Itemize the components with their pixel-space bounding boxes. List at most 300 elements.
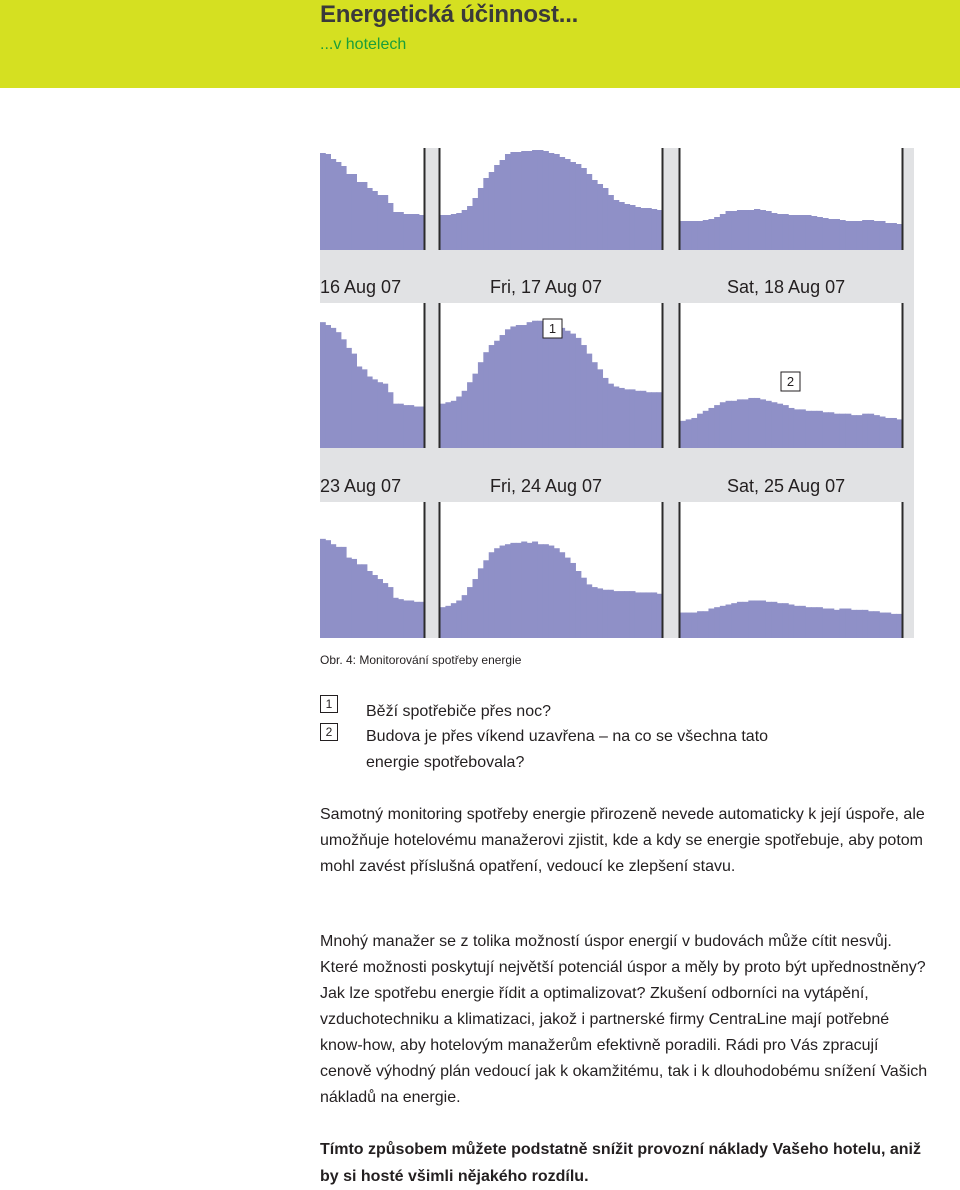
consumption-bar xyxy=(505,329,511,448)
consumption-bar xyxy=(800,409,806,448)
consumption-bar xyxy=(720,402,726,448)
consumption-bar xyxy=(346,348,352,448)
consumption-bar xyxy=(325,325,331,448)
consumption-bar xyxy=(624,591,630,638)
consumption-bar xyxy=(362,369,368,448)
consumption-bar xyxy=(597,184,603,250)
consumption-bar xyxy=(845,414,851,448)
consumption-bar xyxy=(570,334,576,448)
consumption-bar xyxy=(472,374,478,448)
consumption-bar xyxy=(651,392,657,448)
consumption-bar xyxy=(839,220,845,250)
consumption-bar xyxy=(532,150,538,250)
consumption-bar xyxy=(330,328,336,448)
consumption-bar xyxy=(320,539,326,638)
consumption-bar xyxy=(472,579,478,638)
consumption-bar xyxy=(879,221,885,250)
consumption-bar xyxy=(527,151,533,250)
consumption-bar xyxy=(834,610,840,638)
consumption-bar xyxy=(828,609,834,638)
consumption-bar xyxy=(811,607,817,638)
date-label: Fri, 17 Aug 07 xyxy=(490,277,603,297)
consumption-bar xyxy=(356,182,362,250)
consumption-bar xyxy=(320,153,326,250)
consumption-bar xyxy=(635,592,641,638)
consumption-bar xyxy=(794,409,800,448)
consumption-bar xyxy=(822,412,828,448)
consumption-bar xyxy=(777,214,783,250)
consumption-bar xyxy=(646,208,652,250)
consumption-bar xyxy=(686,613,692,638)
consumption-bar xyxy=(325,540,331,638)
consumption-bar xyxy=(537,321,543,448)
consumption-bar xyxy=(754,600,760,638)
consumption-bar xyxy=(403,405,409,448)
consumption-bar xyxy=(336,547,342,638)
consumption-bar xyxy=(462,210,468,250)
consumption-bar xyxy=(548,324,554,448)
consumption-bar xyxy=(330,544,336,638)
consumption-bar xyxy=(565,331,571,448)
consumption-bar xyxy=(500,335,506,448)
note-text-2-cont: energie spotřebovala? xyxy=(366,754,525,771)
consumption-bar xyxy=(516,325,522,448)
consumption-bar xyxy=(874,221,880,250)
consumption-bar xyxy=(362,182,368,250)
consumption-bar xyxy=(817,607,823,638)
consumption-bar xyxy=(575,571,581,638)
date-label: Sat, 18 Aug 07 xyxy=(727,277,846,297)
consumption-bar xyxy=(494,341,500,448)
consumption-bar xyxy=(456,600,462,638)
consumption-bar xyxy=(372,191,378,250)
consumption-bar xyxy=(726,211,732,250)
consumption-bar xyxy=(839,609,845,638)
consumption-bar xyxy=(703,411,709,448)
consumption-bar xyxy=(862,414,868,448)
consumption-bar xyxy=(367,188,373,250)
consumption-bar xyxy=(516,152,522,250)
consumption-bar xyxy=(489,172,495,250)
consumption-bar xyxy=(351,354,357,448)
consumption-bar xyxy=(336,162,342,250)
consumption-bar xyxy=(731,401,737,448)
consumption-bar xyxy=(440,404,446,448)
consumption-bar xyxy=(382,195,388,250)
consumption-bar xyxy=(613,387,619,448)
consumption-bar xyxy=(851,415,857,448)
consumption-bar xyxy=(510,543,516,638)
consumption-bar xyxy=(451,401,457,448)
consumption-bar xyxy=(703,611,709,638)
consumption-bar xyxy=(834,414,840,448)
consumption-bar xyxy=(377,382,383,448)
paragraph-monitoring: Samotný monitoring spotřeby energie přirozeně nevede automaticky k její úspoře, ale umožňuje hotelovému manažerovi zjistit, kde a kdy se energie spotřebuje, aby potom mohl zavést příslušná opatření, vedoucí ke zlepšení stavu. xyxy=(320,806,925,875)
consumption-bar xyxy=(532,321,538,448)
consumption-bar xyxy=(817,217,823,250)
consumption-bar xyxy=(640,391,646,448)
consumption-bar xyxy=(341,339,347,448)
consumption-bar xyxy=(640,208,646,250)
consumption-bar xyxy=(743,399,749,448)
consumption-bar xyxy=(521,151,527,250)
consumption-bar xyxy=(760,600,766,638)
consumption-bar xyxy=(794,606,800,638)
consumption-bar xyxy=(341,547,347,638)
consumption-bar xyxy=(891,614,897,638)
consumption-bar xyxy=(771,402,777,448)
consumption-bar xyxy=(554,325,560,448)
consumption-bar xyxy=(805,607,811,638)
consumption-bar xyxy=(388,203,394,250)
consumption-bar xyxy=(532,542,538,638)
consumption-bar xyxy=(862,610,868,638)
chart-marker-label: 1 xyxy=(548,321,557,336)
consumption-bar xyxy=(708,408,714,448)
consumption-bar xyxy=(382,583,388,638)
consumption-bar xyxy=(697,611,703,638)
consumption-bar xyxy=(602,378,608,448)
consumption-bar xyxy=(608,195,614,250)
consumption-bar xyxy=(372,379,378,448)
consumption-bar xyxy=(680,421,686,448)
consumption-bar xyxy=(630,591,636,638)
consumption-bar xyxy=(510,152,516,250)
consumption-bar xyxy=(548,546,554,638)
consumption-bar xyxy=(691,613,697,638)
consumption-bar xyxy=(697,221,703,250)
consumption-bar xyxy=(737,210,743,250)
consumption-bar xyxy=(714,607,720,638)
consumption-bar xyxy=(548,153,554,250)
paragraph-conclusion: Tímto způsobem můžete podstatně snížit provozní náklady Vašeho hotelu, aniž by si hosté všimli nějakého rozdílu. xyxy=(320,1141,921,1185)
consumption-bar xyxy=(543,322,549,448)
consumption-bar xyxy=(414,214,420,250)
consumption-bar xyxy=(510,326,516,448)
consumption-bar xyxy=(845,221,851,250)
consumption-bar xyxy=(788,408,794,448)
consumption-bar xyxy=(782,603,788,638)
consumption-bar xyxy=(862,220,868,250)
consumption-bar xyxy=(341,166,347,250)
consumption-bar xyxy=(445,402,451,448)
consumption-bar xyxy=(891,418,897,448)
consumption-bar xyxy=(765,602,771,638)
note-marker-1: 1 xyxy=(320,695,338,713)
consumption-bar xyxy=(856,610,862,638)
consumption-bar xyxy=(398,212,404,250)
consumption-bar xyxy=(393,404,399,448)
consumption-bar xyxy=(440,607,446,638)
consumption-bar xyxy=(408,600,414,638)
consumption-bar xyxy=(811,216,817,250)
consumption-bar xyxy=(613,591,619,638)
consumption-bar xyxy=(403,600,409,638)
consumption-bar xyxy=(856,221,862,250)
consumption-bar xyxy=(543,151,549,250)
consumption-bar xyxy=(834,219,840,250)
consumption-bar xyxy=(680,221,686,250)
consumption-bar xyxy=(451,214,457,250)
consumption-bar xyxy=(581,578,587,638)
consumption-bar xyxy=(771,213,777,250)
consumption-bar xyxy=(521,325,527,448)
consumption-bar xyxy=(635,207,641,250)
consumption-bar xyxy=(554,154,560,250)
consumption-bar xyxy=(731,211,737,250)
consumption-bar xyxy=(743,602,749,638)
consumption-bar xyxy=(608,590,614,638)
consumption-bar xyxy=(608,384,614,448)
consumption-bar xyxy=(494,548,500,638)
consumption-bar xyxy=(559,552,565,638)
consumption-bar xyxy=(879,613,885,638)
consumption-bar xyxy=(356,366,362,448)
consumption-bar xyxy=(646,392,652,448)
consumption-bar xyxy=(817,411,823,448)
consumption-bar xyxy=(500,160,506,250)
consumption-bar xyxy=(879,417,885,448)
consumption-bar xyxy=(543,544,549,638)
consumption-bar xyxy=(575,164,581,250)
consumption-bar xyxy=(624,389,630,448)
consumption-bar xyxy=(851,221,857,250)
consumption-bar xyxy=(537,150,543,250)
consumption-bar xyxy=(393,212,399,250)
consumption-bar xyxy=(868,414,874,448)
consumption-bar xyxy=(462,595,468,638)
consumption-bar xyxy=(680,613,686,638)
consumption-bar xyxy=(748,398,754,448)
consumption-bar xyxy=(537,544,543,638)
date-label: Fri, 24 Aug 07 xyxy=(490,476,603,496)
consumption-bar xyxy=(330,159,336,250)
consumption-bar xyxy=(483,178,489,250)
consumption-bar xyxy=(592,180,598,250)
consumption-bar xyxy=(356,564,362,638)
consumption-bar xyxy=(602,590,608,638)
consumption-bar xyxy=(651,209,657,250)
consumption-bar xyxy=(570,162,576,250)
consumption-bar xyxy=(483,352,489,448)
consumption-bar xyxy=(828,412,834,448)
chart-marker-label: 2 xyxy=(786,374,795,389)
consumption-bar xyxy=(630,205,636,250)
consumption-bar xyxy=(367,377,373,449)
note-text-2: Budova je přes víkend uzavřena – na co se všechna tato xyxy=(366,728,769,745)
consumption-bar xyxy=(336,332,342,448)
consumption-bar xyxy=(483,560,489,638)
consumption-bar xyxy=(885,613,891,638)
consumption-bar xyxy=(346,558,352,638)
consumption-bar xyxy=(760,399,766,448)
consumption-bar xyxy=(708,219,714,250)
consumption-bar xyxy=(388,587,394,638)
consumption-bar xyxy=(521,542,527,638)
consumption-bar xyxy=(320,322,326,448)
consumption-bar xyxy=(874,611,880,638)
consumption-bar xyxy=(777,404,783,448)
consumption-bar xyxy=(554,548,560,638)
consumption-bar xyxy=(630,389,636,448)
consumption-bar xyxy=(597,588,603,638)
consumption-bar xyxy=(624,204,630,250)
consumption-bar xyxy=(885,418,891,448)
consumption-bar xyxy=(731,603,737,638)
consumption-bar xyxy=(478,362,484,448)
consumption-bar xyxy=(686,221,692,250)
consumption-bar xyxy=(805,215,811,250)
consumption-bar xyxy=(597,369,603,448)
consumption-bar xyxy=(456,397,462,448)
consumption-bar xyxy=(800,606,806,638)
consumption-bar xyxy=(414,407,420,448)
consumption-bar xyxy=(445,606,451,638)
consumption-bar xyxy=(754,398,760,448)
consumption-bar xyxy=(505,544,511,638)
consumption-bar xyxy=(516,543,522,638)
consumption-bar xyxy=(581,345,587,448)
consumption-bar xyxy=(868,220,874,250)
consumption-bar xyxy=(800,215,806,250)
consumption-bar xyxy=(367,571,373,638)
consumption-bar xyxy=(851,610,857,638)
consumption-bar xyxy=(398,599,404,638)
consumption-bar xyxy=(720,214,726,250)
consumption-bar xyxy=(586,354,592,448)
consumption-bar xyxy=(451,603,457,638)
consumption-bar xyxy=(570,563,576,638)
consumption-bar xyxy=(885,223,891,250)
consumption-bar xyxy=(856,415,862,448)
consumption-bar xyxy=(646,592,652,638)
consumption-bar xyxy=(754,209,760,250)
page-subtitle: ...v hotelech xyxy=(320,36,407,53)
consumption-bar xyxy=(467,382,473,448)
consumption-bar xyxy=(720,606,726,638)
consumption-bar xyxy=(559,328,565,448)
consumption-bar xyxy=(726,401,732,448)
consumption-bar xyxy=(445,215,451,250)
consumption-bar xyxy=(494,165,500,250)
consumption-bar xyxy=(467,206,473,250)
consumption-bar xyxy=(726,605,732,639)
consumption-bar xyxy=(691,418,697,448)
consumption-bar xyxy=(592,587,598,638)
consumption-bar xyxy=(489,552,495,638)
consumption-bar xyxy=(602,188,608,250)
consumption-bar xyxy=(351,174,357,250)
consumption-bar xyxy=(651,592,657,638)
consumption-bar xyxy=(351,559,357,638)
consumption-bar xyxy=(500,546,506,638)
consumption-bar xyxy=(891,223,897,250)
consumption-bar xyxy=(777,603,783,638)
consumption-bar xyxy=(408,214,414,250)
consumption-bar xyxy=(782,405,788,448)
consumption-bar xyxy=(527,322,533,448)
consumption-bar xyxy=(737,602,743,638)
consumption-bar xyxy=(619,388,625,448)
consumption-bar xyxy=(635,391,641,448)
consumption-bar xyxy=(325,154,331,250)
consumption-bar xyxy=(737,399,743,448)
consumption-bar xyxy=(456,213,462,250)
consumption-bar xyxy=(822,218,828,250)
consumption-bar xyxy=(828,219,834,250)
figure-caption: Obr. 4: Monitorování spotřeby energie xyxy=(320,653,522,667)
consumption-bar xyxy=(771,602,777,638)
consumption-bar xyxy=(811,411,817,448)
consumption-bar xyxy=(760,210,766,250)
consumption-bar xyxy=(382,384,388,448)
consumption-bar xyxy=(440,215,446,250)
consumption-bar xyxy=(708,609,714,638)
consumption-bar xyxy=(388,392,394,448)
note-marker-2: 2 xyxy=(320,723,338,741)
consumption-bar xyxy=(478,188,484,250)
consumption-bar xyxy=(575,338,581,448)
consumption-bar xyxy=(788,215,794,250)
date-label: 16 Aug 07 xyxy=(320,277,402,297)
consumption-bar xyxy=(748,600,754,638)
consumption-bar xyxy=(691,221,697,250)
consumption-bar xyxy=(845,609,851,638)
consumption-bar xyxy=(462,391,468,448)
consumption-bar xyxy=(788,605,794,639)
consumption-bar xyxy=(619,591,625,638)
consumption-bar xyxy=(640,592,646,638)
consumption-bar xyxy=(782,214,788,250)
consumption-bar xyxy=(874,415,880,448)
consumption-bar xyxy=(377,579,383,638)
consumption-bar xyxy=(714,217,720,250)
consumption-bar xyxy=(686,419,692,448)
consumption-bar xyxy=(565,558,571,638)
consumption-bar xyxy=(794,215,800,250)
consumption-bar xyxy=(408,405,414,448)
consumption-bar xyxy=(592,362,598,448)
consumption-bar xyxy=(743,210,749,250)
date-label: Sat, 25 Aug 07 xyxy=(727,476,846,496)
consumption-bar xyxy=(765,211,771,250)
consumption-bar xyxy=(868,611,874,638)
note-text-1: Běží spotřebiče přes noc? xyxy=(366,703,551,720)
consumption-bar xyxy=(714,405,720,448)
consumption-bar xyxy=(362,564,368,638)
consumption-bar xyxy=(565,159,571,250)
consumption-bar xyxy=(372,575,378,638)
consumption-bar xyxy=(377,195,383,250)
consumption-bar xyxy=(581,168,587,250)
consumption-bar xyxy=(527,543,533,638)
consumption-bar xyxy=(748,210,754,250)
paragraph-savings: Mnohý manažer se z tolika možností úspor energií v budovách může cítit nesvůj. Které možnosti poskytují největší potenciál úspor a měly by proto být upřednostněny? Jak lze spotřebu energie řídit a optimalizovat? Zkušení odborníci na vytápění, vzduchotechniku a klimatizaci, jakož i partnerské firmy CentraLine mají potřebné know-how, aby hotelovým manažerům efektivně poradili. Rádi pro Vás zpracují cenově výhodný plán vedoucí jak k okamžitému, tak i k dlouhodobému snížení Vašich nákladů na energie. xyxy=(320,933,928,1106)
consumption-bar xyxy=(393,598,399,638)
date-label: 23 Aug 07 xyxy=(320,476,402,496)
consumption-bar xyxy=(467,587,473,638)
consumption-bar xyxy=(398,404,404,448)
consumption-bar xyxy=(586,174,592,250)
consumption-bar xyxy=(559,157,565,250)
consumption-bar xyxy=(586,584,592,638)
consumption-bar xyxy=(613,200,619,250)
consumption-bar xyxy=(839,414,845,448)
page-title: Energetická účinnost... xyxy=(320,1,579,28)
consumption-bar xyxy=(472,198,478,250)
consumption-bar xyxy=(703,220,709,250)
consumption-bar xyxy=(697,414,703,448)
